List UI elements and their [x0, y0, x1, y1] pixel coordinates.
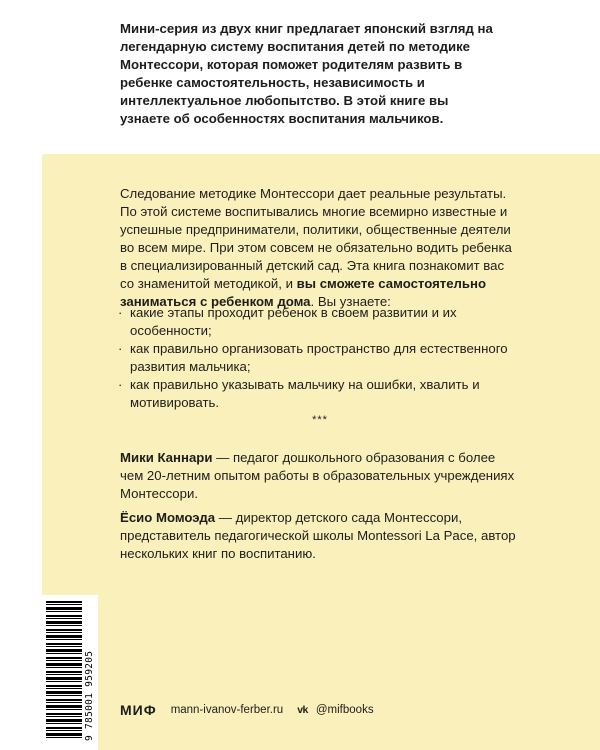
author-desc: — директор детского сада Монтессори, представитель педагогической школы Montessori La Pace, автор нескольких книг по воспитанию. — [120, 510, 516, 561]
publisher-footer — [120, 700, 374, 720]
intro-paragraph — [120, 185, 520, 311]
barcode-digits: 9 785001 959205 — [84, 650, 95, 741]
intro-bold: вы сможете самостоятельно заниматься с ребенком дома — [120, 276, 487, 309]
publisher-site-link[interactable]: mann-ivanov-ferber.ru — [170, 704, 284, 716]
barcode-bars — [46, 601, 82, 741]
intro-tail: . Вы узнаете: — [310, 294, 391, 309]
barcode — [42, 595, 98, 750]
social-handle[interactable]: @mifbooks — [315, 704, 374, 716]
author-bio-2 — [120, 509, 520, 563]
vk-icon[interactable]: vk — [297, 704, 308, 716]
author-name: Мики Каннари — [120, 450, 213, 465]
list-item: · как правильно указывать мальчику на ошибки, хвалить и мотивировать. — [118, 376, 518, 412]
benefits-list — [118, 304, 518, 412]
author-desc: — педагог дошкольного образования с более чем 20-летним опытом работы в образовательных учреждениях Монтессори. — [120, 450, 515, 501]
top-description: Мини-серия из двух книг предлагает японский взгляд на легендарную систему воспитания детей по методике Монтессори, которая поможет родителям развить в ребенке самостоятельность, независимость и интеллектуальное любопытство. В этой книге вы узнаете об особенностях воспитания мальчиков. — [120, 21, 493, 126]
publisher-logo: МИФ — [120, 702, 157, 718]
list-item: · какие этапы проходит ребенок в своем развитии и их особенности; — [118, 304, 518, 340]
author-name: Ёсио Момоэда — [120, 510, 216, 525]
section-divider: *** — [312, 414, 328, 426]
list-item: · как правильно организовать пространство для естественного развития мальчика; — [118, 340, 518, 376]
author-bio-1 — [120, 449, 520, 503]
intro-text: Следование методике Монтессори дает реальные результаты. По этой системе воспитывались многие всемирно известные и успешные предприниматели, политики, общественные деятели во всем мире. При этом совсем не обязательно водить ребенка в специализированный детский сад. Эта книга познакомит вас со знаменитой методикой, и — [120, 186, 512, 291]
